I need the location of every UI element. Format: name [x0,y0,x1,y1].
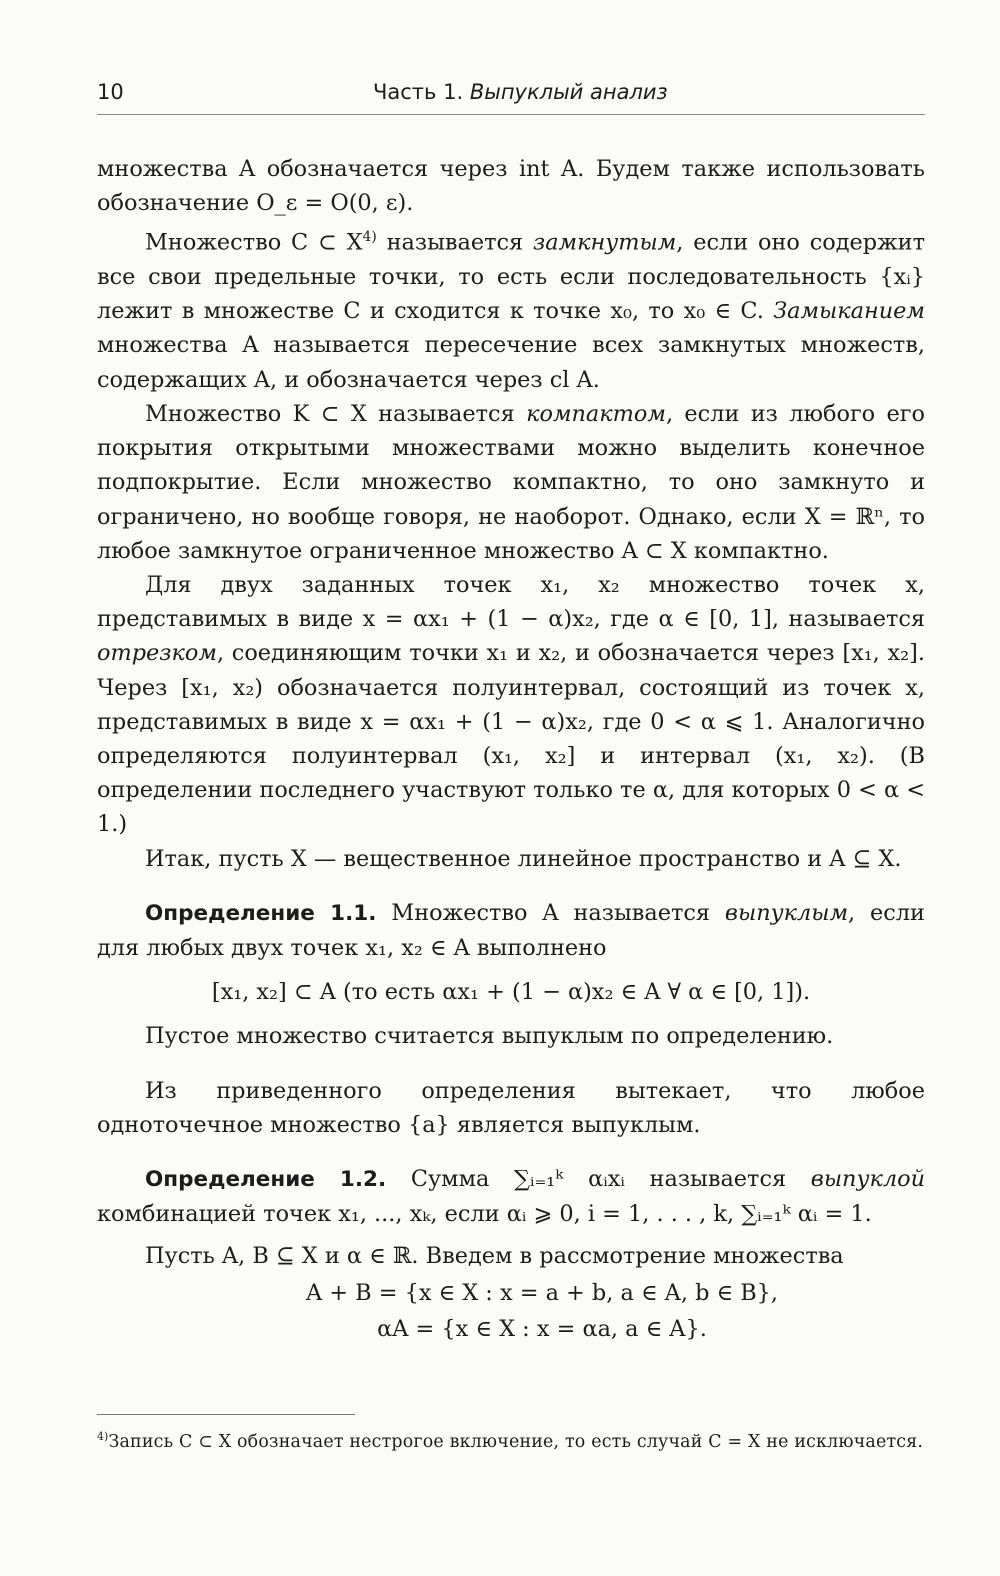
part-label: Часть 1. [373,80,464,104]
body-text [97,152,925,1348]
text-run: , если из любого его покрытия открытыми множествами можно выделить конечное подпокрытие. Если множество компактно, то оно замкнуто и ограничено, но вообще говоря, не наоборот. Однако, если X = ℝⁿ, то любое замкнутое ограниченное множество A ⊂ X компактно. [97,400,925,564]
text-run: , соединяющим точки x₁ и x₂, и обозначается через [x₁, x₂]. Через [x₁, x₂) обозначается полуинтервал, состоящий из точек x, представимых в виде x = αx₁ + (1 − α)x₂, где 0 < α ⩽ 1. Аналогично определяются полуинтервал (x₁, x₂] и интервал (x₁, x₂). (В определении последнего участвуют только те α, для которых 0 < α < 1.) [97,640,925,838]
paragraph-linear-space: Итак, пусть X — вещественное линейное пространство и A ⊆ X. [145,845,902,872]
running-head [373,80,668,104]
footnote-marker: 4) [362,229,377,246]
text-run: Множество C ⊂ X [145,229,363,256]
paragraph-compact [97,397,925,568]
text-run: , если оно содержит все свои предельные точки, то есть если последовательность {xᵢ} лежит в множестве C и сходится к точке x₀, то x₀ ∈ C. [97,229,925,325]
paragraph-closed-set [97,220,925,396]
footnote-rule [97,1414,355,1415]
definition-1-2 [97,1162,925,1231]
text-run: , если для любых двух точек x₁, x₂ ∈ A выполнено [97,899,925,961]
text-run: множества A называется пересечение всех замкнутых множеств, содержащих A, и обозначается через cl A. [97,332,925,393]
definition-label: Определение 1.1. [145,900,377,926]
text-run: Для двух заданных точек x₁, x₂ множество точек x, представимых в виде x = αx₁ + (1 − α)x₂, где α ∈ [0, 1], называется [97,571,925,633]
paragraph-interior: множества A обозначается через int A. Будем также использовать обозначение O_ε = O(0, ε). [97,156,925,217]
formula-convexity: [x₁, x₂] ⊂ A (то есть αx₁ + (1 − α)x₂ ∈ A ∀ α ∈ [0, 1]). [211,979,811,1006]
term-closed: замкнутым [533,229,677,256]
footnote [97,1422,925,1457]
term-compact: компактом [526,400,666,427]
formula-minkowski-sum: A + B = {x ∈ X : x = a + b, a ∈ A, b ∈ B}, [305,1279,779,1306]
text-run: Множество K ⊂ X называется [145,400,527,427]
text-run: Сумма ∑ᵢ₌₁ᵏ αᵢxᵢ называется [386,1165,811,1192]
text-run: Множество A называется [376,899,725,926]
term-segment: отрезком [97,640,217,667]
text-run: комбинацией точек x₁, ..., xₖ, если αᵢ ⩾ 0, i = 1, . . . , k, ∑ᵢ₌₁ᵏ αᵢ = 1. [97,1201,872,1228]
definition-label: Определение 1.2. [145,1166,387,1192]
page-number: 10 [97,80,124,104]
formula-scalar-multiple: αA = {x ∈ X : x = αa, a ∈ A}. [377,1315,707,1342]
empty-set-note: Пустое множество считается выпуклым по определению. [145,1023,834,1050]
definition-1-1 [97,896,925,965]
term-closure: Замыканием [773,298,925,325]
footnote-number: 4) [97,1430,109,1443]
chapter-title: Выпуклый анализ [469,80,668,104]
footnote-text: Запись C ⊂ X обозначает нестрогое включение, то есть случай C = X не исключается. [108,1431,924,1452]
text-run: называется [376,229,533,256]
term-convex: выпуклым [724,899,849,926]
term-convex-combination: выпуклой [810,1165,925,1192]
paragraph-segment [97,568,925,842]
paragraph-set-operations: Пусть A, B ⊆ X и α ∈ ℝ. Введем в рассмотрение множества [145,1243,844,1270]
paragraph-singleton: Из приведенного определения вытекает, что любое одноточечное множество {a} является выпуклым. [97,1077,925,1138]
page-header [97,72,925,115]
